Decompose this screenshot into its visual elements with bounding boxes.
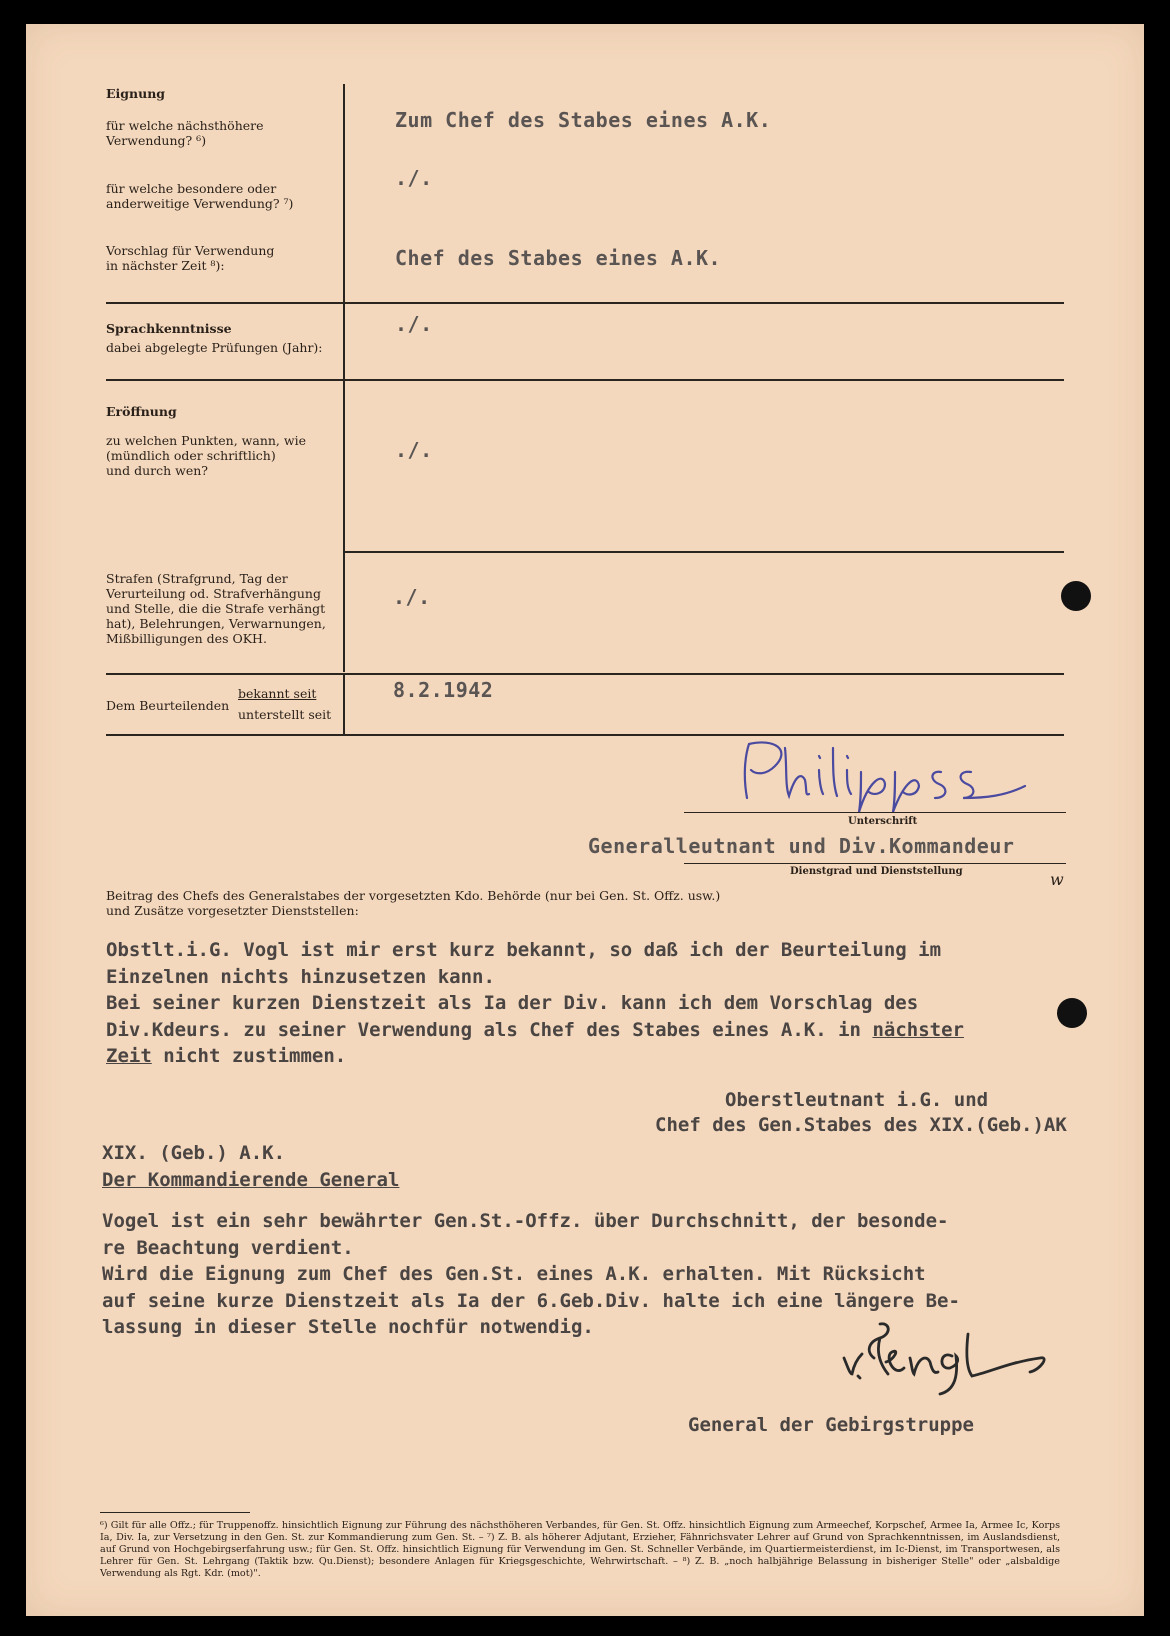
sprach-answer: ./. (395, 312, 433, 336)
beitrag-sig-line1: Oberstleutnant i.G. und (725, 1089, 989, 1111)
eignung-q2-label: für welche besondere oder anderweitige Verwendung? ⁷) (106, 181, 294, 211)
sprach-heading: Sprachkenntnisse (106, 321, 232, 336)
strafen-answer: ./. (393, 585, 431, 609)
row-divider (106, 379, 1064, 381)
kommandierende-title: Der Kommandierende General (102, 1169, 400, 1191)
dem-divider-vertical (343, 675, 345, 734)
rank-label: Dienstgrad und Dienststellung (790, 866, 963, 877)
punch-hole-top (1061, 581, 1091, 611)
beitrag-text (106, 937, 1146, 1070)
eignung-q3-answer: Chef des Stabes eines A.K. (395, 246, 722, 270)
kommandierende-rank: General der Gebirgstruppe (688, 1414, 974, 1436)
beitrag-underlined-word-1: nächster (872, 1018, 964, 1041)
dem-unterstellt: unterstellt seit (238, 707, 332, 722)
kommandierende-text: Vogel ist ein sehr bewährter Gen.St.-Offz. über Durchschnitt, der besonde- re Beachtung verdient. Wird die Eignung zum Chef des Gen.St. eines A.K. erhalten. Mit Rücksicht auf seine kurze Dienstzeit als Ia der 6.Geb.Div. halte ich eine längere Be- lassung in dieser Stelle nochfür notwendig. (102, 1210, 960, 1338)
eignung-q1-label: für welche nächsthöhere Verwendung? ⁶) (106, 118, 264, 148)
signature-hengl (840, 1318, 1090, 1398)
beitrag-underlined-word-2: Zeit (106, 1045, 152, 1067)
row-divider (106, 673, 1064, 675)
rank-line (684, 863, 1066, 864)
signature-philipps (735, 736, 1035, 816)
beitrag-tail: nicht zustimmen. (151, 1045, 347, 1067)
eroeffnung-label: zu welchen Punkten, wann, wie (mündlich oder schriftlich) und durch wen? (106, 433, 306, 478)
row-divider (343, 551, 1064, 553)
beitrag-sig-line2: Chef des Gen.Stabes des XIX.(Geb.)AK (655, 1114, 1067, 1136)
eroeffnung-heading: Eröffnung (106, 404, 177, 419)
korps-unit: XIX. (Geb.) A.K. (102, 1142, 286, 1164)
dem-answer: 8.2.1942 (393, 678, 494, 702)
margin-mark: w (1050, 870, 1064, 889)
dem-label: Dem Beurteilenden (106, 698, 230, 713)
dem-bekannt: bekannt seit (238, 686, 317, 701)
sprach-label: dabei abgelegte Prüfungen (Jahr): (106, 340, 323, 355)
signature-rank: Generalleutnant und Div.Kommandeur (588, 834, 1015, 858)
eroeffnung-answer: ./. (395, 438, 433, 462)
beitrag-label: Beitrag des Chefs des Generalstabes der vorgesetzten Kdo. Behörde (nur bei Gen. St. Offz. usw.) und Zusätze vorgesetzter Dienststellen: (106, 888, 721, 918)
footnote-rule (100, 1512, 250, 1513)
table-divider-vertical (343, 84, 345, 672)
signature-line (684, 812, 1066, 813)
eignung-q1-answer: Zum Chef des Stabes eines A.K. (395, 108, 772, 132)
eignung-q3-label: Vorschlag für Verwendung in nächster Zeit ⁸): (106, 243, 275, 273)
unterschrift-label: Unterschrift (848, 816, 918, 827)
eignung-q2-answer: ./. (395, 166, 433, 190)
row-divider (106, 302, 1064, 304)
strafen-label: Strafen (Strafgrund, Tag der Verurteilung od. Strafverhängung und Stelle, die die Strafe verhängt hat), Belehrungen, Verwarnungen, Mißbilligungen des OKH. (106, 571, 326, 646)
footnote: ⁶) Gilt für alle Offz.; für Truppenoffz. hinsichtlich Eignung zur Führung des nächsthöheren Verbandes, für Gen. St. Offz. hinsichtlich Eignung zum Armeechef, Korpschef, Armee Ia, Armee Ic, Korps Ia, Div. Ia, zur Versetzung in den Gen. St. zur Kommandierung zum Gen. St. – ⁷) Z. B. als höherer Adjutant, Erzieher, Fähnrichsvater Lehrer auf Grund von Sprachkenntnissen, im Auslandsdienst, auf Grund von Hochgebirgserfahrung usw.; für Gen. St. Offz. hinsichtlich Eignung für Verwendung im Gen. St. Schneller Verbände, im Quartiermeisterdienst, im Ic-Dienst, im Transportwesen, als Lehrer für Gen. St. Lehrgang (Taktik bzw. Qu.Dienst); besondere Anlagen für Kriegsgeschichte, Wehrwirtschaft. – ⁸) Z. B. „noch halbjährige Belassung in bisheriger Stelle" oder „alsbaldige Verwendung als Rgt. Kdr. (mot)". (100, 1520, 1060, 1579)
beitrag-body: Obstlt.i.G. Vogl ist mir erst kurz bekannt, so daß ich der Beurteilung im Einzelnen nichts hinzusetzen kann. Bei seiner kurzen Dienstzeit als Ia der Div. kann ich dem Vorschlag des Div.Kdeurs. zu seiner Verwendung als Chef des Stabes eines A.K. in (106, 939, 942, 1041)
eignung-heading: Eignung (106, 86, 166, 101)
